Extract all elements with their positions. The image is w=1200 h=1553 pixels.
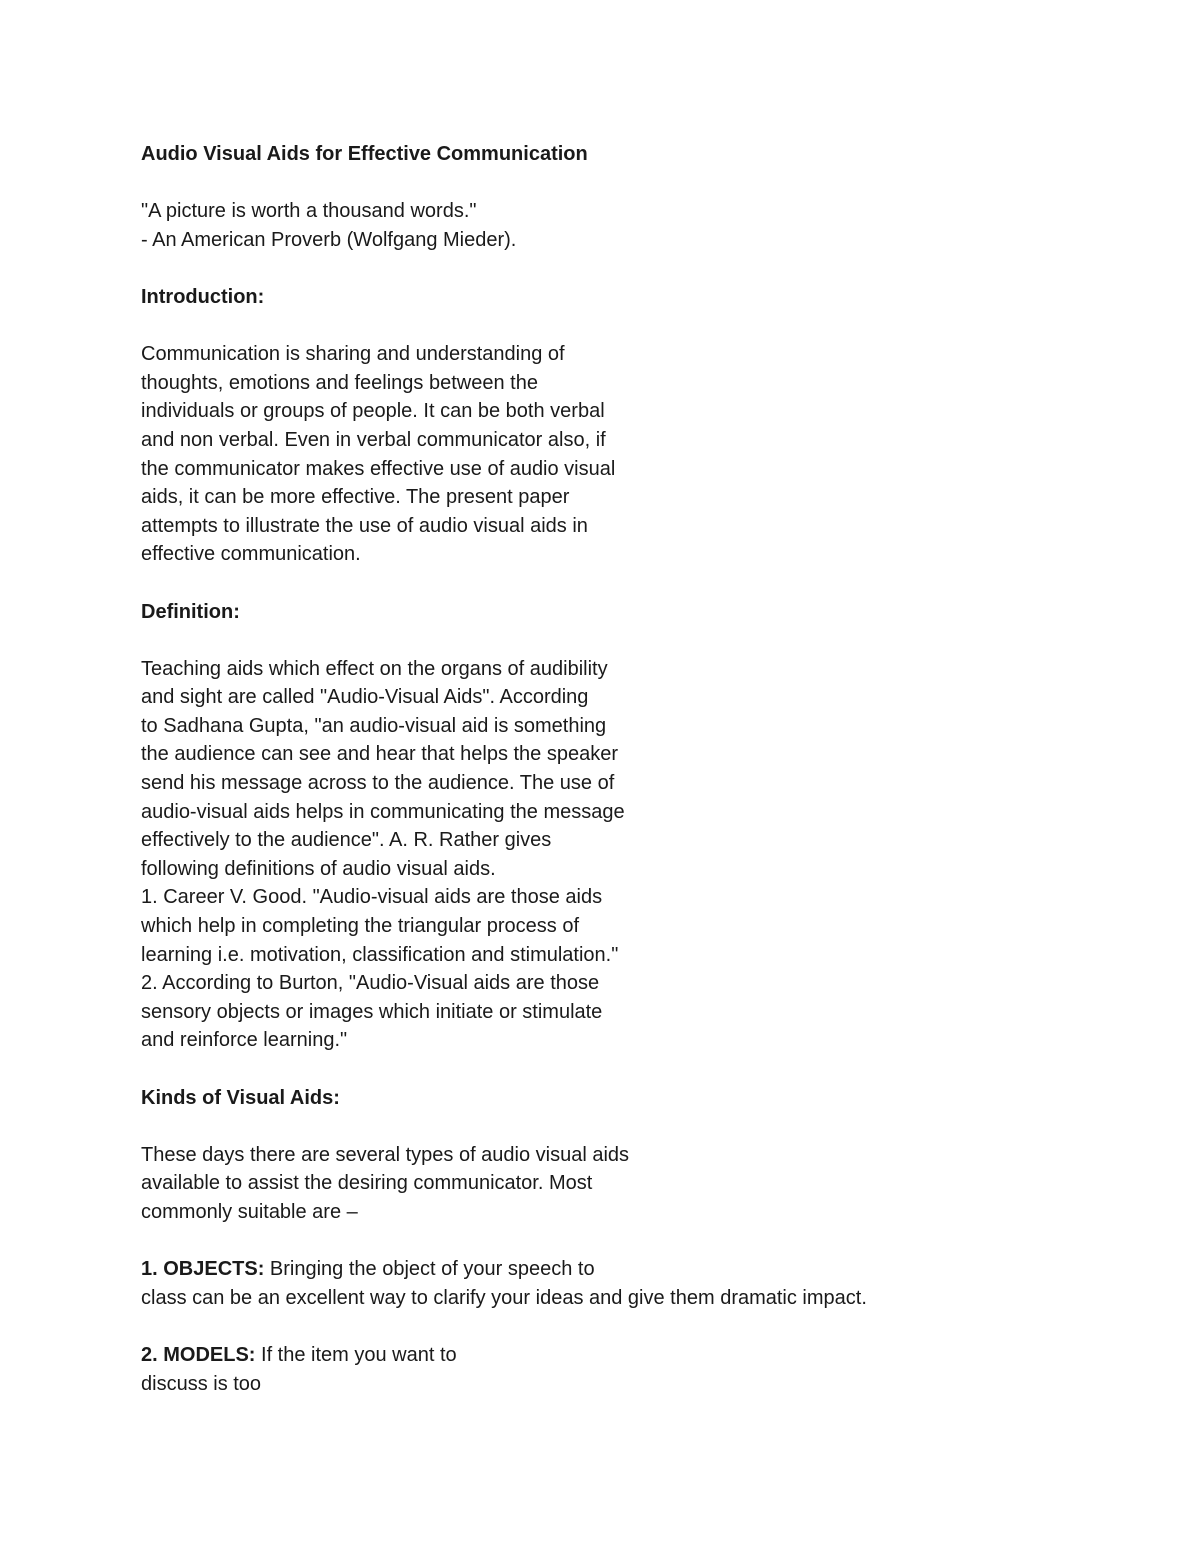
document-body [141,140,1121,1398]
paragraph-line: effectively to the audience". A. R. Rather gives [141,829,552,852]
paragraph-line: aids, it can be more effective. The present paper [141,486,570,509]
paragraph-line: and sight are called "Audio-Visual Aids". According [141,686,589,709]
paragraph-line: commonly suitable are – [141,1200,358,1223]
spacer [141,254,1121,283]
paragraph-line: Communication is sharing and understanding of [141,343,565,366]
spacer [141,626,1121,655]
introduction-paragraph [141,340,1121,569]
paragraph-line: attempts to illustrate the use of audio visual aids in [141,514,588,537]
paragraph-line: the audience can see and hear that helps the speaker [141,743,619,766]
definition-paragraph [141,655,1121,1055]
paragraph-line: audio-visual aids helps in communicating the message [141,800,625,823]
document-title: Audio Visual Aids for Effective Communication [141,143,588,165]
objects-second-line: class can be an excellent way to clarify your ideas and give them dramatic impact. [141,1286,867,1309]
paragraph-line: These days there are several types of audio visual aids [141,1143,630,1166]
paragraph-line: 2. According to Burton, "Audio-Visual aids are those [141,972,600,995]
models-first-line: If the item you want to [255,1343,457,1366]
quote-text: "A picture is worth a thousand words." [141,200,477,223]
spacer [141,1312,1121,1341]
quote-attribution: - An American Proverb (Wolfgang Mieder). [141,228,517,251]
models-label: 2. MODELS: [141,1343,256,1366]
introduction-heading: Introduction: [141,285,265,308]
spacer [141,169,1121,198]
paragraph-line: available to assist the desiring communicator. Most [141,1172,593,1195]
paragraph-line: thoughts, emotions and feelings between the [141,371,538,394]
paragraph-line: to Sadhana Gupta, "an audio-visual aid is something [141,714,607,737]
spacer [141,1055,1121,1084]
objects-first-line: Bringing the object of your speech to [264,1258,595,1281]
paragraph-line: individuals or groups of people. It can be both verbal [141,400,605,423]
paragraph-line: send his message across to the audience. The use of [141,772,615,795]
kinds-heading: Kinds of Visual Aids: [141,1086,340,1109]
spacer [141,569,1121,598]
models-second-line: discuss is too [141,1372,262,1395]
objects-item [141,1255,1121,1312]
paragraph-line: the communicator makes effective use of audio visual [141,457,616,480]
paragraph-line: and non verbal. Even in verbal communicator also, if [141,428,606,451]
paragraph-line: 1. Career V. Good. "Audio-visual aids are those aids [141,886,603,909]
paragraph-line: and reinforce learning." [141,1029,348,1052]
spacer [141,1112,1121,1141]
spacer [141,312,1121,341]
paragraph-line: sensory objects or images which initiate or stimulate [141,1000,603,1023]
kinds-paragraph [141,1141,1121,1227]
models-item [141,1341,1121,1398]
paragraph-line: learning i.e. motivation, classification and stimulation." [141,943,619,966]
objects-label: 1. OBJECTS: [141,1258,265,1281]
spacer [141,1227,1121,1256]
definition-heading: Definition: [141,600,240,623]
paragraph-line: which help in completing the triangular process of [141,915,580,938]
paragraph-line: Teaching aids which effect on the organs of audibility [141,657,608,680]
paragraph-line: following definitions of audio visual aids. [141,857,496,880]
paragraph-line: effective communication. [141,543,361,566]
